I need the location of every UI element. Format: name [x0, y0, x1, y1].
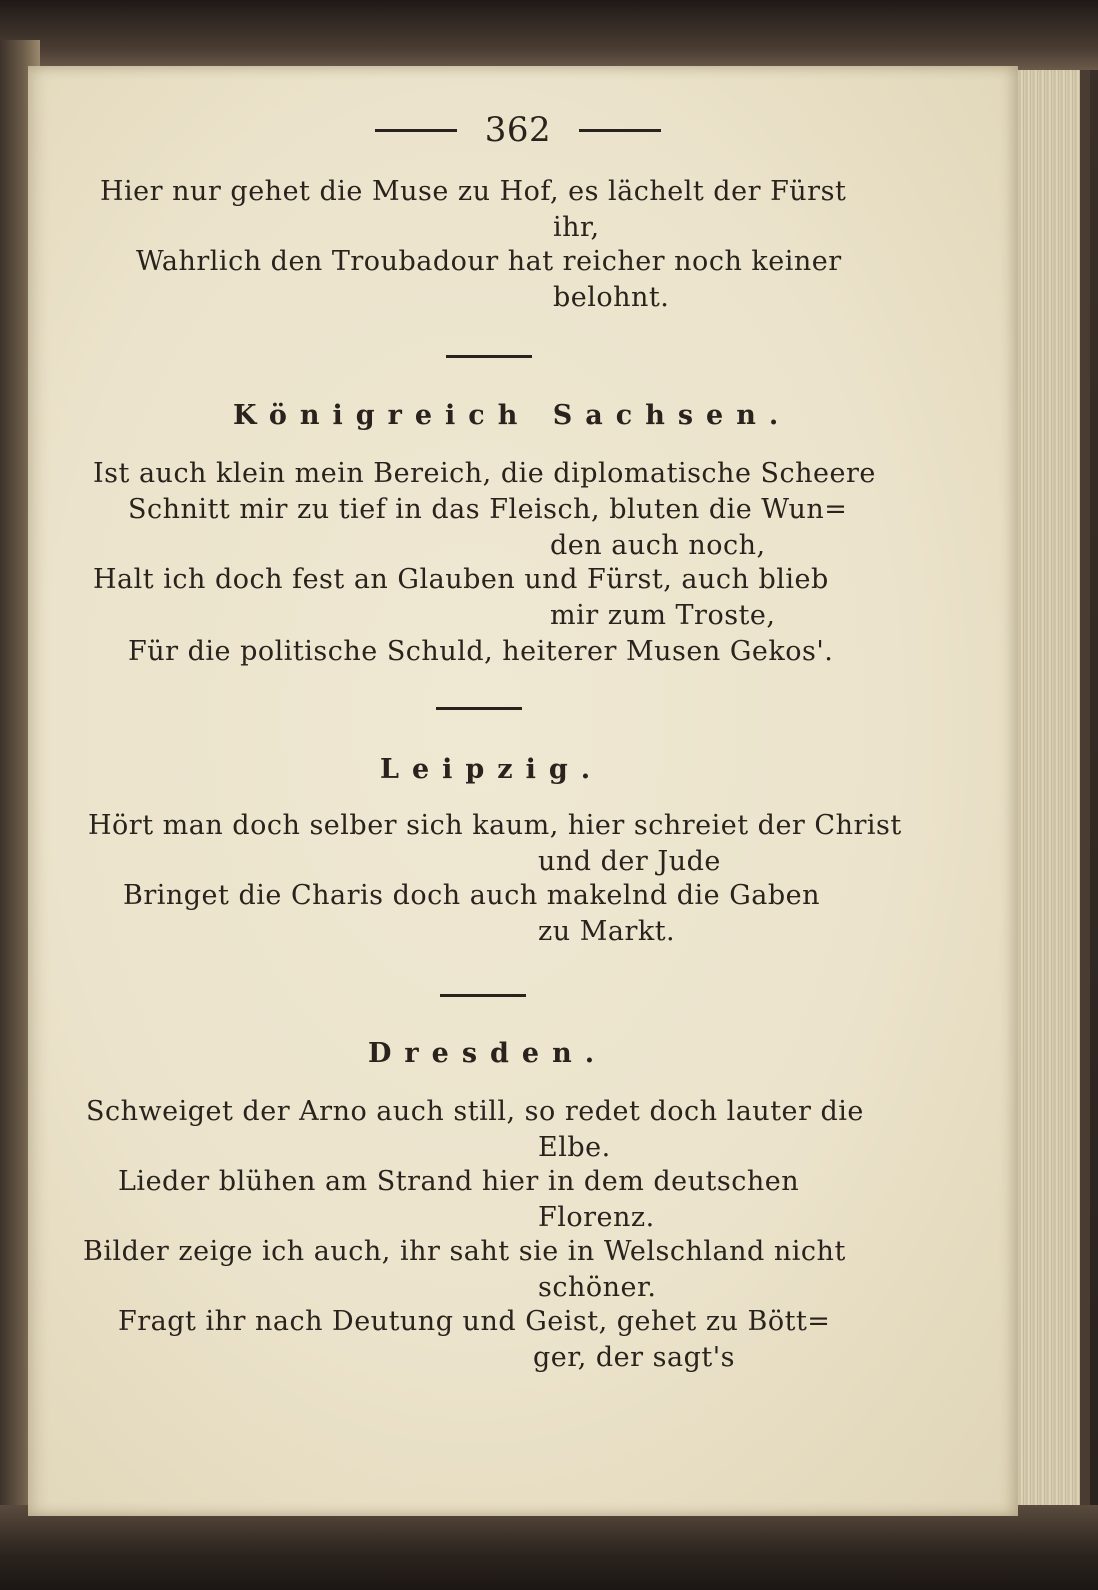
- section-title: Königreich Sachsen.: [233, 400, 792, 431]
- section-divider: [446, 355, 532, 358]
- verse-line-continuation: den auch noch,: [550, 530, 766, 561]
- header-dash-left: [375, 129, 457, 132]
- book-cover-top: [0, 0, 1098, 70]
- verse-line: Hört man doch selber sich kaum, hier schreiet der Christ: [88, 810, 902, 841]
- verse-line-continuation: schöner.: [538, 1272, 657, 1303]
- verse-line: Halt ich doch fest an Glauben und Fürst, auch blieb: [93, 564, 829, 595]
- book-cover-bottom: [0, 1505, 1098, 1590]
- header-dash-right: [579, 129, 661, 132]
- verse-line: Lieder blühen am Strand hier in dem deutschen: [118, 1166, 800, 1197]
- verse-line: Hier nur gehet die Muse zu Hof, es lächelt der Fürst: [100, 176, 847, 207]
- section-title: Leipzig.: [380, 754, 604, 785]
- verse-line-continuation: Florenz.: [538, 1202, 655, 1233]
- verse-line: Wahrlich den Troubadour hat reicher noch keiner: [136, 246, 842, 277]
- verse-line-continuation: und der Jude: [538, 846, 721, 877]
- verse-line: Bilder zeige ich auch, ihr saht sie in Welschland nicht: [83, 1236, 846, 1267]
- verse-line: Für die politische Schuld, heiterer Musen Gekos'.: [128, 636, 834, 667]
- verse-line: Fragt ihr nach Deutung und Geist, gehet zu Bött=: [118, 1306, 831, 1337]
- section-divider: [440, 994, 526, 997]
- book-page: [28, 66, 1018, 1516]
- verse-line-continuation: zu Markt.: [538, 916, 676, 947]
- verse-line-continuation: belohnt.: [553, 282, 670, 313]
- verse-line: Ist auch klein mein Bereich, die diplomatische Scheere: [93, 458, 876, 489]
- verse-line: Bringet die Charis doch auch makelnd die Gaben: [123, 880, 821, 911]
- section-title: Dresden.: [368, 1038, 608, 1069]
- verse-line-continuation: Elbe.: [538, 1132, 611, 1163]
- verse-line-continuation: ger, der sagt's: [533, 1342, 735, 1373]
- verse-line-continuation: mir zum Troste,: [550, 600, 776, 631]
- section-divider: [436, 707, 522, 710]
- page-edges: [1010, 70, 1090, 1520]
- page-number: 362: [484, 110, 552, 150]
- verse-line: Schweiget der Arno auch still, so redet doch lauter die: [86, 1096, 864, 1127]
- verse-line: Schnitt mir zu tief in das Fleisch, bluten die Wun=: [128, 494, 848, 525]
- verse-line-continuation: ihr,: [553, 212, 600, 243]
- page-header: [328, 108, 708, 152]
